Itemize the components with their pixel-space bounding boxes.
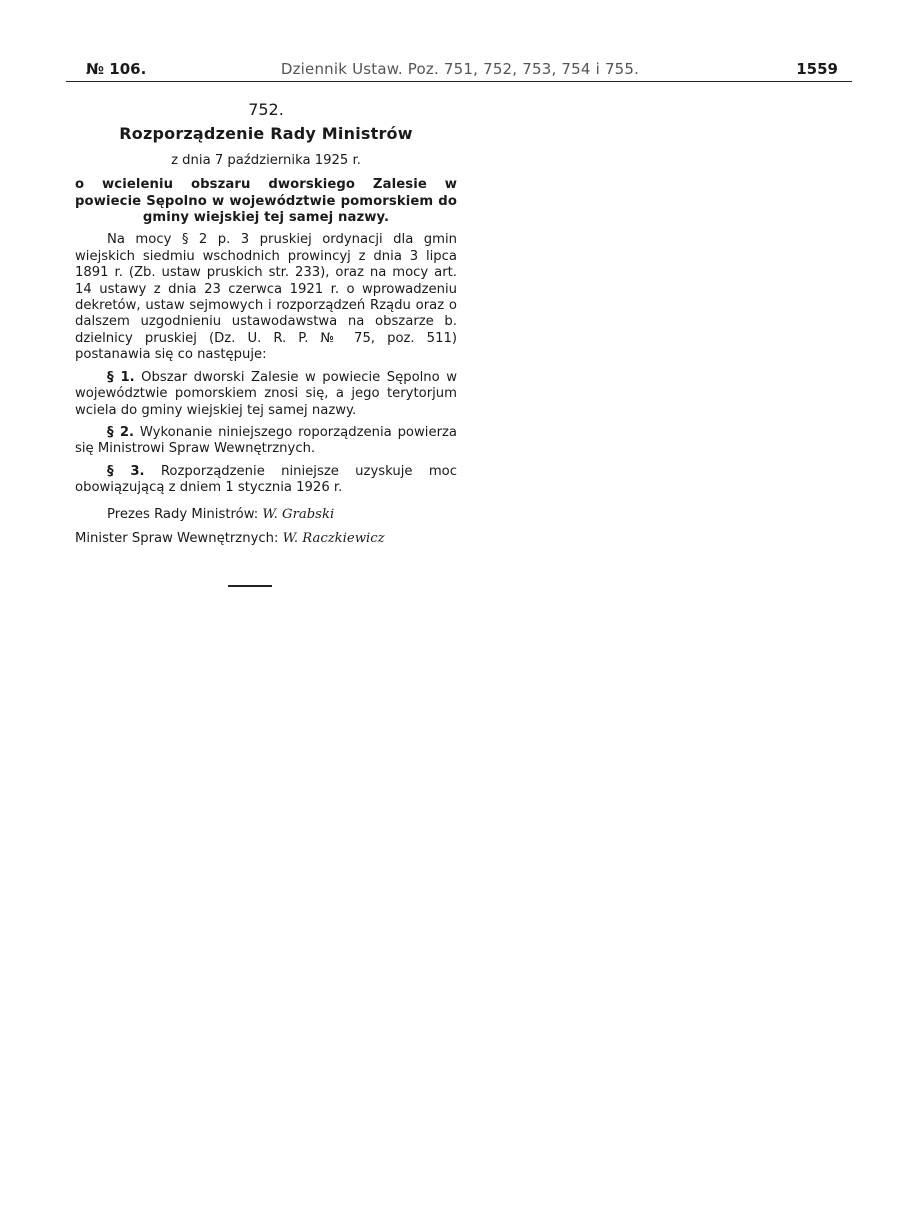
paragraph-3: [75, 464, 457, 497]
paragraph-text: Obszar dworski Zalesie w powiecie Sępolno w województwie pomorskiem znosi się, a jego terytorjum wciela do gminy wiejskiej tej samej nazwy.: [75, 369, 457, 418]
signature-role: Prezes Rady Ministrów:: [107, 506, 259, 522]
paragraph-label: § 1.: [107, 369, 135, 385]
act-number: 752.: [248, 100, 284, 119]
act-preamble: Na mocy § 2 p. 3 pruskiej ordynacji dla gmin wiejskich siedmiu wschodnich prowincyj z dnia 3 lipca 1891 r. (Zb. ustaw pruskich str. 233), oraz na mocy art. 14 ustawy z dnia 23 czerwca 1921 r. o wprowadzeniu dekretów, ustaw sejmowych i rozporządzeń Rządu oraz o dalszem uzgodnieniu ustawodawstwa na obszarze b. dzielnicy pruskiej (Dz. U. R. P. № 75, poz. 511) postanawia się co następuje:: [75, 232, 457, 363]
act-title: Rozporządzenie Rady Ministrów: [119, 124, 413, 144]
signature-prime-minister: [75, 507, 457, 523]
page-header: [82, 58, 838, 80]
signature-interior-minister: [75, 531, 457, 547]
page-number: 1559: [796, 60, 838, 78]
end-rule: [228, 585, 272, 587]
paragraph-label: § 3.: [107, 463, 145, 479]
journal-title: Dziennik Ustaw. Poz. 751, 752, 753, 754 i 755.: [280, 60, 640, 78]
signature-name: W. Grabski: [262, 506, 335, 522]
act-subject: o wcieleniu obszaru dworskiego Zalesie w powiecie Sępolno w województwie pomorskiem do gminy wiejskiej tej samej nazwy.: [75, 177, 457, 226]
signature-role: Minister Spraw Wewnętrznych:: [75, 530, 279, 546]
paragraph-label: § 2.: [107, 424, 135, 440]
paragraph-1: [75, 370, 457, 419]
paragraph-text: Rozporządzenie niniejsze uzyskuje moc obowiązującą z dniem 1 stycznia 1926 r.: [75, 463, 457, 496]
act-column: [75, 100, 457, 547]
paragraph-2: [75, 425, 457, 458]
issue-number: № 106.: [86, 60, 147, 78]
paragraph-text: Wykonanie niniejszego roporządzenia powierza się Ministrowi Spraw Wewnętrznych.: [75, 424, 457, 457]
signature-name: W. Raczkiewicz: [282, 530, 385, 546]
act-date: z dnia 7 października 1925 r.: [171, 152, 361, 168]
header-rule: [66, 81, 852, 82]
